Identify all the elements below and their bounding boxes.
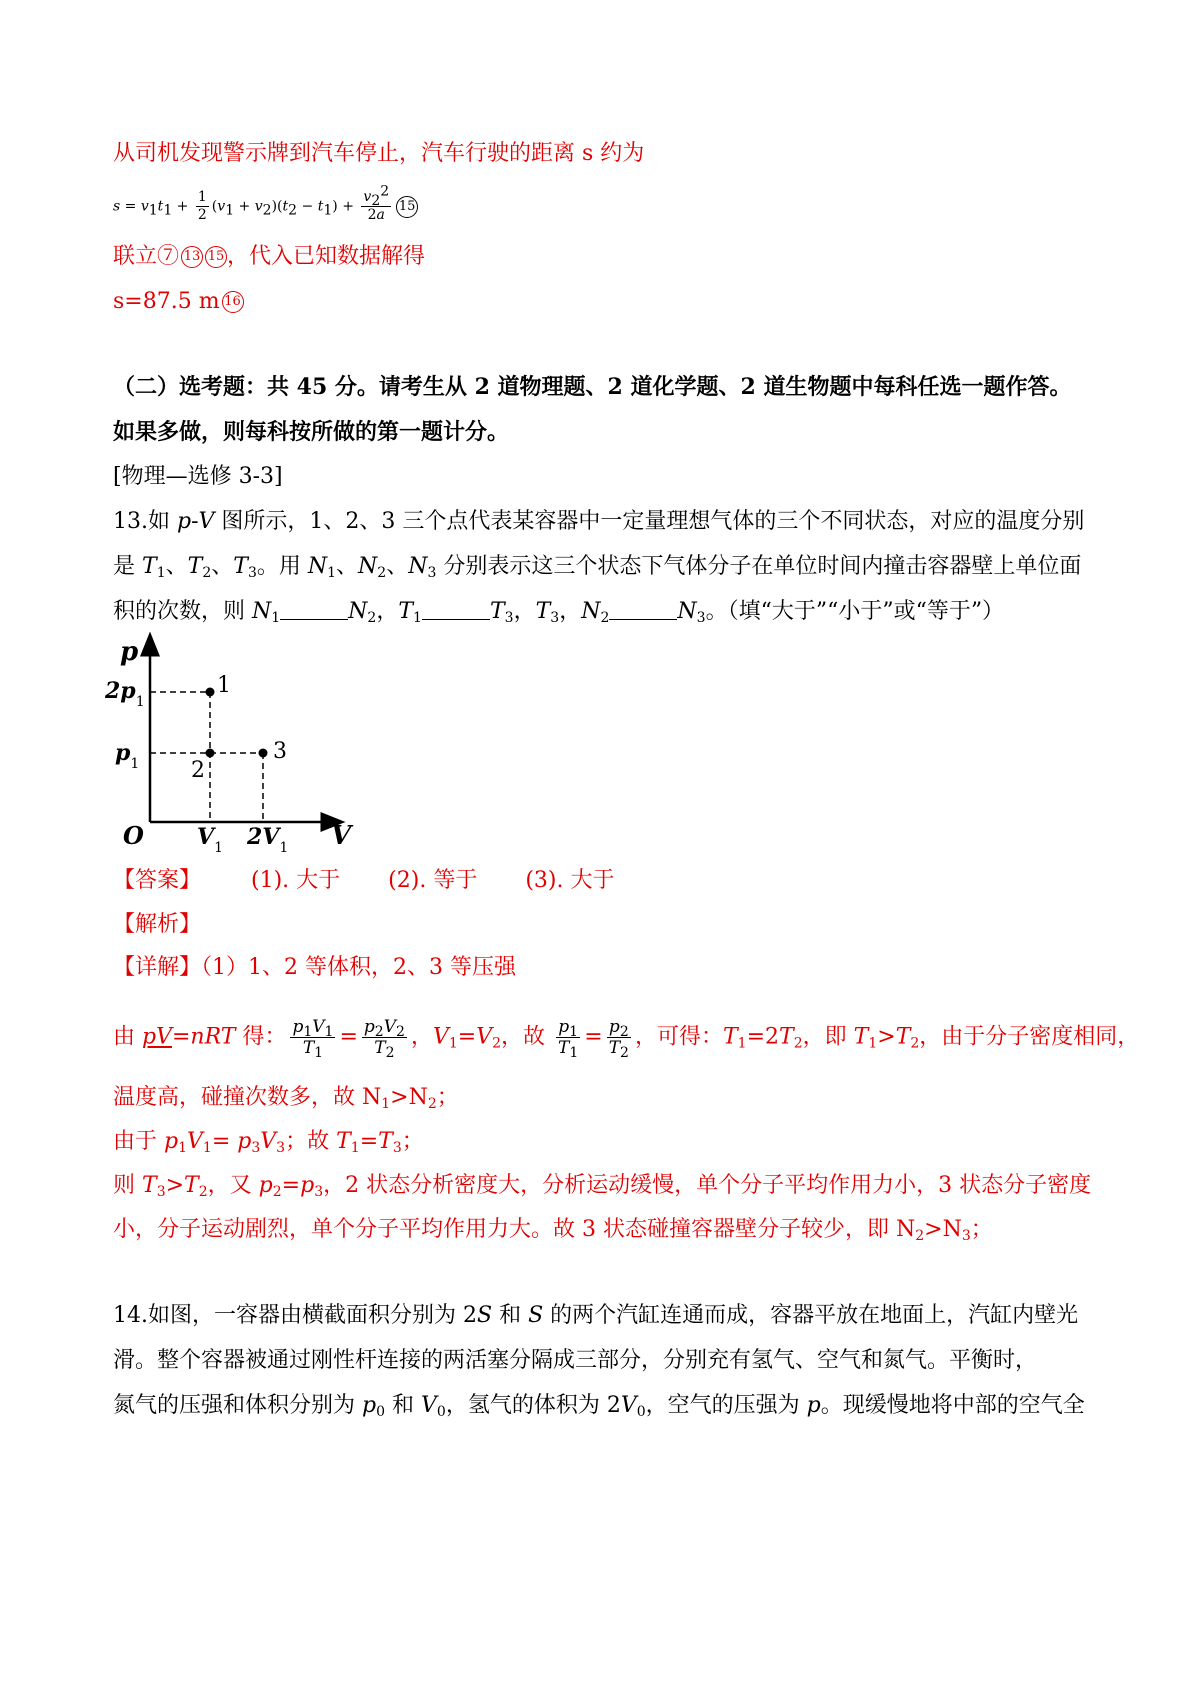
distance-intro: 从司机发现警示牌到汽车停止，汽车行驶的距离 s 约为 xyxy=(113,141,645,166)
axis-v-label: V xyxy=(331,821,352,851)
tick-2v1: $2V_1$ xyxy=(247,824,289,856)
point-3 xyxy=(259,749,268,758)
point-1-label: 1 xyxy=(217,673,231,698)
module-title: [物理—选修 3-3] xyxy=(113,464,283,489)
point-3-label: 3 xyxy=(273,739,287,764)
point-2-label: 2 xyxy=(191,758,205,783)
detail-line-4: 由于 $p_1V_1= p_3V_3$；故 $T_1=T_3$； xyxy=(113,1129,424,1156)
answer-line: 【答案】 (1). 大于 (2). 等于 (3). 大于 xyxy=(113,868,615,893)
result-line: s=87.5 m 16 xyxy=(113,287,244,317)
axis-p-label: p xyxy=(120,637,139,667)
origin-label: O xyxy=(123,821,144,850)
q13-line-3: 积的次数，则 $N_1$ $N_2$，$T_1$ $T_3$，$T_3$，$N_2$ $N_3$。（填“大于”“小于”或“等于”） xyxy=(113,599,1005,626)
combine-line: 联立⑦ 13 15 ，代入已知数据解得 xyxy=(113,244,426,269)
detail-equation-line: 由 pV=nRT 得： $\frac{p_1V_1}{T_1}$ = $\frac{p_2V_2}{T_2}$ ，$V_1=V_2$，故 $\frac{p_1}{T_1}$ = $\frac{p_2}{T_2}$ ，可得：$T_1=2T_2$，即 $T_1>T_2$，由于分子密度相同， xyxy=(113,1017,1140,1061)
q14-line-3: 氮气的压强和体积分别为 $p_0$ 和 $V_0$，氢气的体积为 $2V_0$，空气的压强为 p。现缓慢地将中部的空气全 xyxy=(113,1393,1085,1420)
q14-line-1: 14.如图，一容器由横截面积分别为 2S 和 S 的两个汽缸连通而成，容器平放在地面上，汽缸内壁光 xyxy=(113,1303,1079,1328)
section-header-2: 如果多做，则每科按所做的第一题计分。 xyxy=(113,419,510,445)
detail-line-3: 温度高，碰撞次数多，故 $N_1>N_2$； xyxy=(113,1085,459,1112)
q13-line-2: 是 $T_1$、$T_2$、$T_3$。用 $N_1$、$N_2$、$N_3$ 分别表示这三个状态下气体分子在单位时间内撞击容器壁上单位面 xyxy=(113,554,1082,581)
section-header-1: （二）选考题：共 45 分。请考生从 2 道物理题、2 道化学题、2 道生物题中每科任选一题作答。 xyxy=(113,374,1072,400)
point-2 xyxy=(206,749,215,758)
tick-v1: $V_1$ xyxy=(197,824,223,856)
pv-graph xyxy=(105,632,365,864)
q14-line-2: 滑。整个容器被通过刚性杆连接的两活塞分隔成三部分，分别充有氢气、空气和氮气。平衡时， xyxy=(113,1348,1038,1373)
detail-line-1: 【详解】（1）1、2 等体积，2、3 等压强 xyxy=(113,955,516,980)
point-1 xyxy=(206,688,215,697)
tick-2p1: $2p_1$ xyxy=(105,678,145,710)
equation-marker: 15 xyxy=(396,196,418,218)
tick-p1: $p_1$ xyxy=(115,740,140,772)
q13-line-1: 13.如 p-V 图所示，1、2、3 三个点代表某容器中一定量理想气体的三个不同状态，对应的温度分别 xyxy=(113,509,1085,534)
detail-line-5: 则 $T_3>T_2$，又 $p_2=p_3$，2 状态分析密度大，分析运动缓慢，单个分子平均作用力小，3 状态分子密度 xyxy=(113,1173,1092,1200)
detail-line-6: 小，分子运动剧烈，单个分子平均作用力大。故 3 状态碰撞容器壁分子较少，即 $N_2>N_3$； xyxy=(113,1217,993,1244)
distance-equation: $s = v_1t_1$ + $\frac{1}{2}$ $(v_1 + v_2)(t_2 - t_1)$ + $\frac{v_2^2}{2a}$ 15 xyxy=(113,189,418,224)
analysis-label: 【解析】 xyxy=(113,912,202,937)
